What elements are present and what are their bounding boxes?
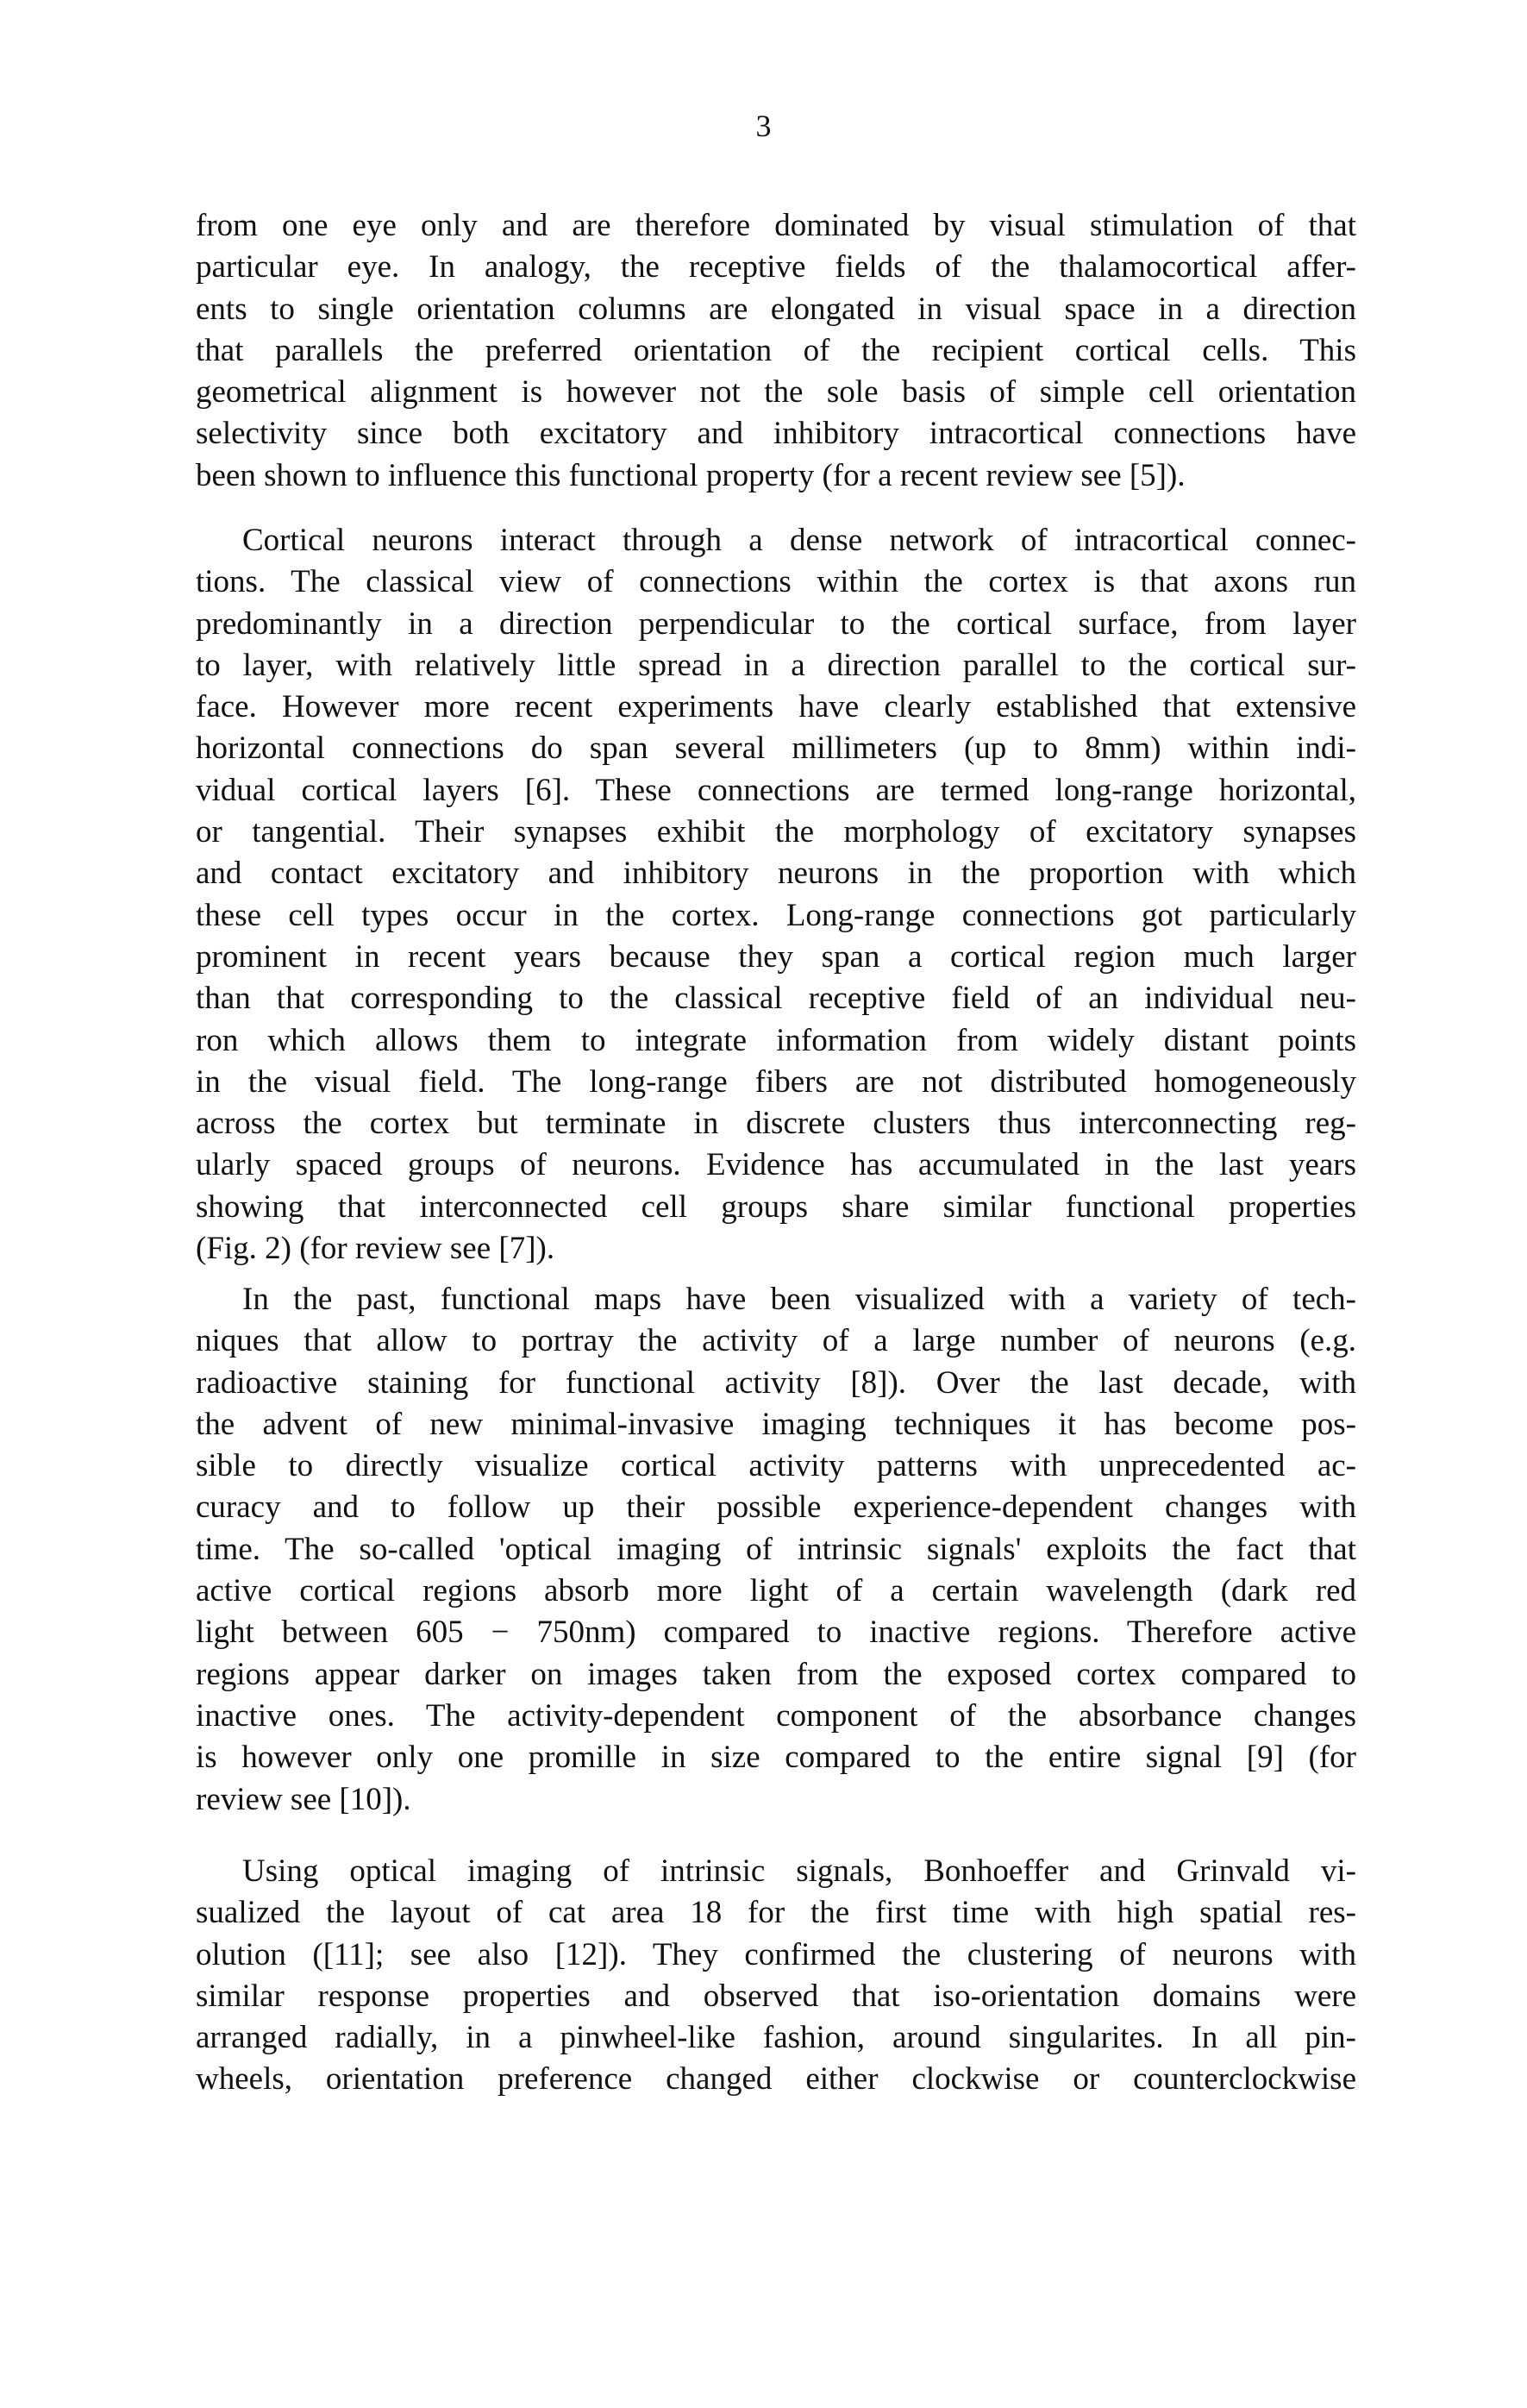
text-line: inactive ones. The activity-dependent component of the absorbance changes <box>196 1697 1356 1734</box>
text-line: from one eye only and are therefore dominated by visual stimulation of that <box>196 208 1356 243</box>
text-line: active cortical regions absorb more light of a certain wavelength (dark red <box>196 1573 1356 1609</box>
text-line: curacy and to follow up their possible experience-dependent changes with <box>196 1489 1356 1526</box>
text-line: prominent in recent years because they span a cortical region much larger <box>196 938 1356 975</box>
text-line: across the cortex but terminate in discrete clusters thus interconnecting reg- <box>196 1106 1356 1142</box>
text-line: showing that interconnected cell groups share similar functional properties <box>196 1188 1356 1225</box>
text-line: these cell types occur in the cortex. Long-range connections got particularly <box>196 897 1356 933</box>
text-line: radioactive staining for functional activity [8]). Over the last decade, with <box>196 1364 1356 1401</box>
text-line: light between 605 − 750nm) compared to inactive regions. Therefore active <box>196 1615 1356 1651</box>
text-line: the advent of new minimal-invasive imaging techniques it has become pos- <box>196 1406 1356 1442</box>
text-line: arranged radially, in a pinwheel-like fashion, around singularites. In all pin- <box>196 2020 1356 2056</box>
text-line: Using optical imaging of intrinsic signals, Bonhoeffer and Grinvald vi- <box>242 1853 1356 1889</box>
text-line: vidual cortical layers [6]. These connections are termed long-range horizontal, <box>196 772 1356 808</box>
text-line: olution ([11]; see also [12]). They confirmed the clustering of neurons with <box>196 1936 1356 1972</box>
text-line: face. However more recent experiments have clearly established that extensive <box>196 689 1356 725</box>
text-line: ularly spaced groups of neurons. Evidence has accumulated in the last years <box>196 1147 1356 1183</box>
text-line: sualized the layout of cat area 18 for the first time with high spatial res- <box>196 1895 1356 1931</box>
text-line: time. The so-called 'optical imaging of intrinsic signals' exploits the fact that <box>196 1531 1356 1567</box>
text-line: ron which allows them to integrate information from widely distant points <box>196 1022 1356 1058</box>
text-line: selectivity since both excitatory and inhibitory intracortical connections have <box>196 416 1356 452</box>
text-line: predominantly in a direction perpendicular to the cortical surface, from layer <box>196 605 1356 642</box>
text-line: (Fig. 2) (for review see [7]). <box>196 1231 555 1267</box>
text-line: similar response properties and observed that iso-orientation domains were <box>196 1978 1356 2014</box>
text-line: geometrical alignment is however not the sole basis of simple cell orientation <box>196 374 1356 411</box>
page-number: 3 <box>755 109 772 143</box>
text-line: In the past, functional maps have been visualized with a variety of tech- <box>242 1282 1356 1317</box>
text-line: horizontal connections do span several millimeters (up to 8mm) within indi- <box>196 731 1356 767</box>
text-line: sible to directly visualize cortical activity patterns with unprecedented ac- <box>196 1448 1356 1484</box>
text-line: or tangential. Their synapses exhibit the morphology of excitatory synapses <box>196 814 1356 850</box>
text-line: regions appear darker on images taken from the exposed cortex compared to <box>196 1656 1356 1692</box>
text-line: particular eye. In analogy, the receptive fields of the thalamocortical affer- <box>196 249 1356 285</box>
text-line: is however only one promille in size compared to the entire signal [9] (for <box>196 1740 1356 1776</box>
text-line: that parallels the preferred orientation of the recipient cortical cells. This <box>196 332 1356 368</box>
text-line: tions. The classical view of connections within the cortex is that axons run <box>196 564 1356 600</box>
text-line: in the visual field. The long-range fibers are not distributed homogeneously <box>196 1063 1356 1100</box>
paragraph-3 <box>196 1279 1356 1821</box>
text-line: niques that allow to portray the activity of a large number of neurons (e.g. <box>196 1323 1356 1359</box>
paragraph-2 <box>196 520 1356 1270</box>
text-line: been shown to influence this functional property (for a recent review see [5]). <box>196 457 1186 493</box>
text-line: than that corresponding to the classical receptive field of an individual neu- <box>196 981 1356 1017</box>
text-line: ents to single orientation columns are elongated in visual space in a direction <box>196 291 1356 327</box>
paragraph-4 <box>196 1851 1356 2101</box>
text-line: to layer, with relatively little spread in a direction parallel to the cortical sur- <box>196 647 1356 683</box>
text-line: and contact excitatory and inhibitory neurons in the proportion with which <box>196 856 1356 892</box>
text-line: review see [10]). <box>196 1781 411 1817</box>
text-line: Cortical neurons interact through a dense network of intracortical connec- <box>242 523 1356 558</box>
text-line: wheels, orientation preference changed either clockwise or counterclockwise <box>196 2061 1356 2098</box>
paragraph-1 <box>196 205 1356 497</box>
